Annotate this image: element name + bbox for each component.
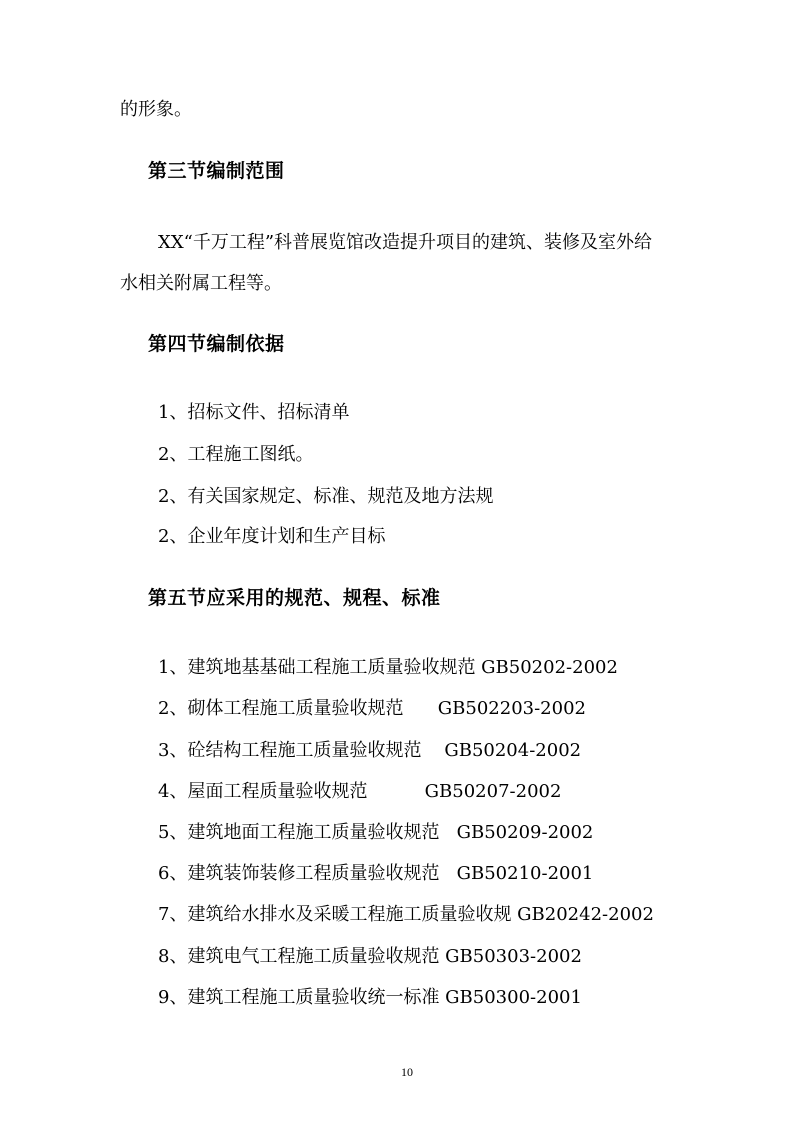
section5-list-item: 7、建筑给水排水及采暖工程施工质量验收规 GB20242-2002 bbox=[158, 904, 654, 925]
section3-heading: 第三节编制范围 bbox=[148, 160, 285, 182]
section4-heading: 第四节编制依据 bbox=[148, 333, 285, 355]
section4-list-item: 2、有关国家规定、标准、规范及地方法规 bbox=[158, 486, 494, 507]
section5-list-item: 6、建筑装饰装修工程质量验收规范 GB50210-2001 bbox=[158, 863, 594, 884]
intro-tail-text: 的形象。 bbox=[120, 99, 192, 120]
section4-list-item: 1、招标文件、招标清单 bbox=[158, 402, 350, 423]
section5-list-item: 3、砼结构工程施工质量验收规范 GB50204-2002 bbox=[158, 740, 582, 761]
section5-list-item: 4、屋面工程质量验收规范 GB50207-2002 bbox=[158, 781, 562, 802]
section5-list-item: 9、建筑工程施工质量验收统一标准 GB50300-2001 bbox=[158, 987, 582, 1008]
page-number: 10 bbox=[401, 1065, 413, 1079]
section5-list-item: 5、建筑地面工程施工质量验收规范 GB50209-2002 bbox=[158, 822, 594, 843]
section5-list-item: 2、砌体工程施工质量验收规范 GB502203-2002 bbox=[158, 698, 586, 719]
section5-list-item: 1、建筑地基基础工程施工质量验收规范 GB50202-2002 bbox=[158, 657, 618, 678]
section4-list-item: 2、企业年度计划和生产目标 bbox=[158, 526, 386, 547]
section5-list-item: 8、建筑电气工程施工质量验收规范 GB50303-2002 bbox=[158, 946, 582, 967]
section3-paragraph-line2: 水相关附属工程等。 bbox=[120, 273, 282, 294]
section3-paragraph-line1: XX“千万工程”科普展览馆改造提升项目的建筑、装修及室外给 bbox=[158, 232, 653, 253]
section4-list-item: 2、工程施工图纸。 bbox=[158, 444, 314, 465]
section5-heading: 第五节应采用的规范、规程、标准 bbox=[148, 587, 441, 609]
